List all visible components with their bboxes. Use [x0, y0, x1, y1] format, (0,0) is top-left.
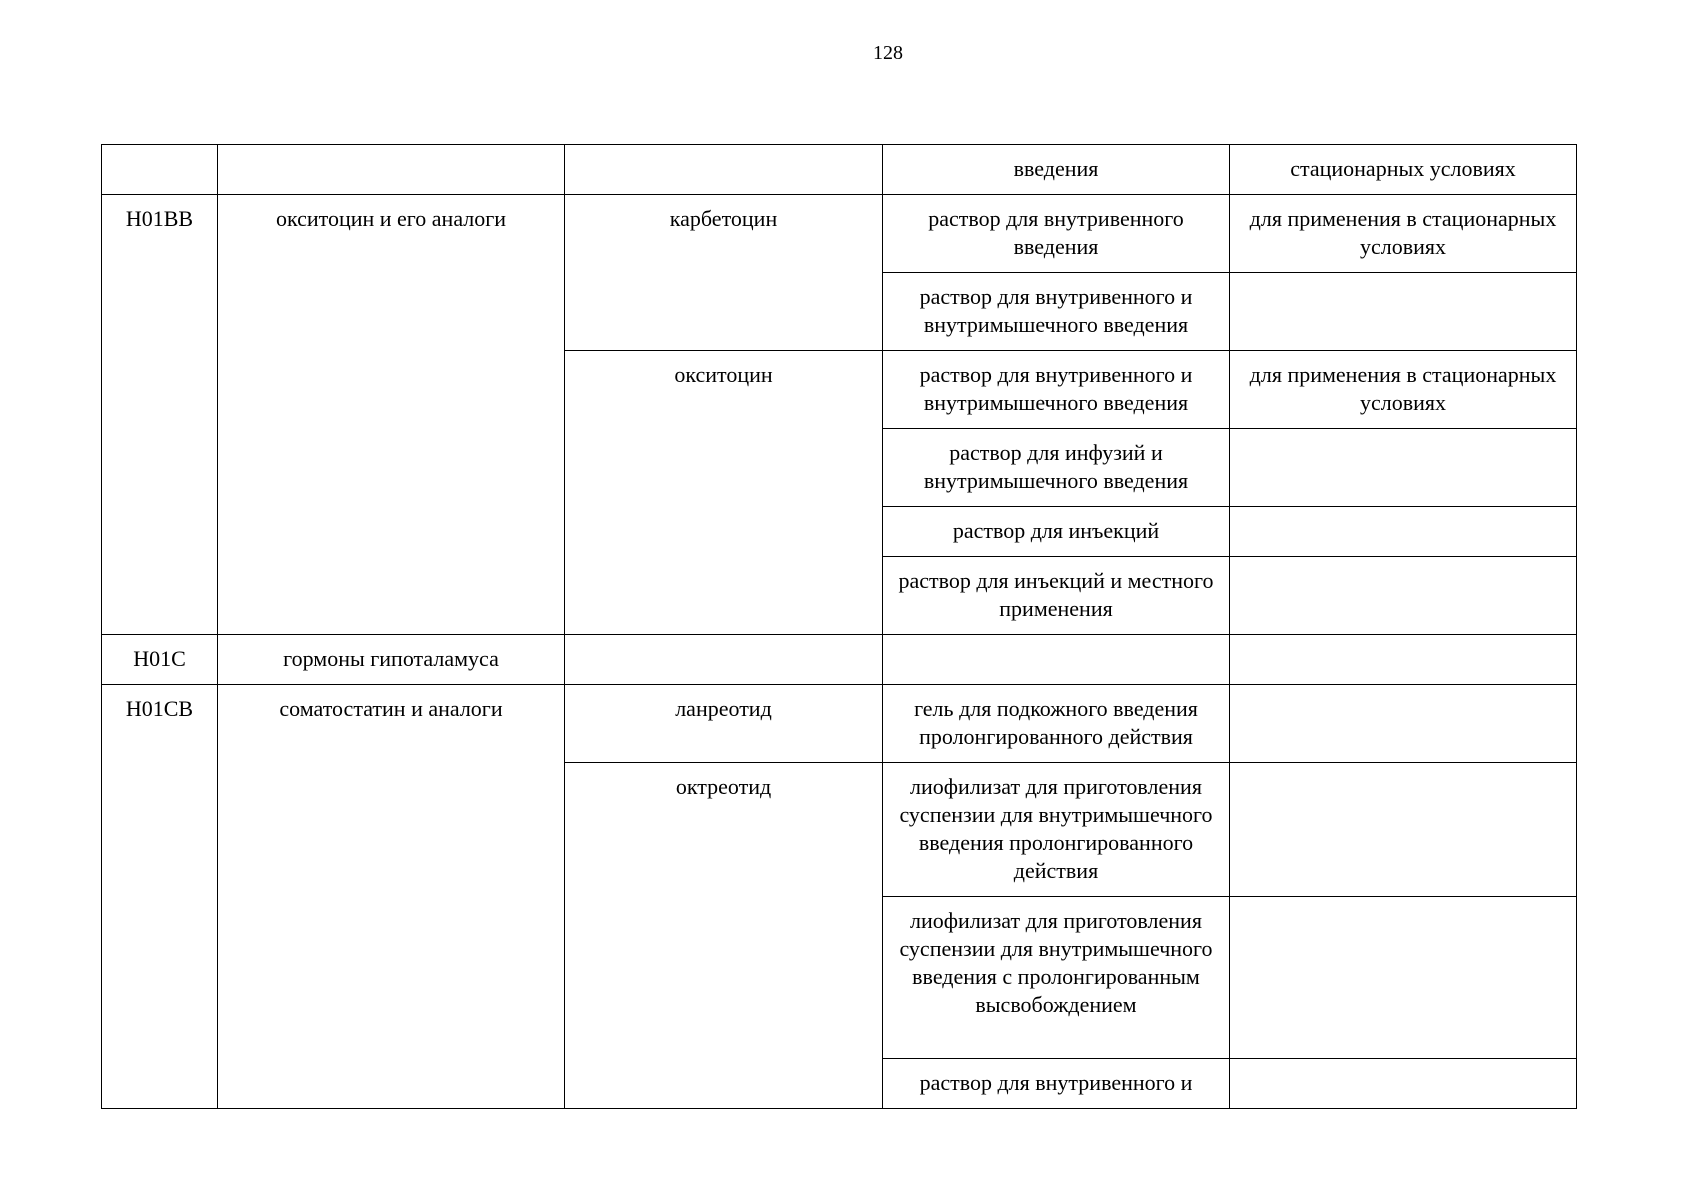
drug-cell: ланреотид [565, 685, 883, 763]
note-cell [1230, 763, 1577, 897]
drug-cell [565, 635, 883, 685]
atc-code-cell: H01C [102, 635, 218, 685]
table-row [102, 145, 1577, 195]
dosage-form-cell: раствор для инъекций [883, 507, 1230, 557]
note-cell: для применения в стационарных условиях [1230, 351, 1577, 429]
dosage-form-cell: раствор для внутривенного и [883, 1059, 1230, 1109]
dosage-form-cell: лиофилизат для приготовления суспензии для внутримышечного введения с пролонгированным высвобождением [883, 897, 1230, 1059]
group-cell: гормоны гипоталамуса [218, 635, 565, 685]
drug-cell [565, 145, 883, 195]
note-cell [1230, 897, 1577, 1059]
note-cell: для применения в стационарных условиях [1230, 195, 1577, 273]
drug-cell: октреотид [565, 763, 883, 1109]
drug-cell: карбетоцин [565, 195, 883, 351]
dosage-form-cell: раствор для внутривенного и внутримышечного введения [883, 273, 1230, 351]
group-cell [218, 145, 565, 195]
dosage-form-cell: раствор для внутривенного и внутримышечного введения [883, 351, 1230, 429]
dosage-form-cell: гель для подкожного введения пролонгированного действия [883, 685, 1230, 763]
note-cell: стационарных условиях [1230, 145, 1577, 195]
dosage-form-cell: раствор для инъекций и местного применения [883, 557, 1230, 635]
dosage-form-cell: введения [883, 145, 1230, 195]
note-cell [1230, 273, 1577, 351]
dosage-form-cell: раствор для инфузий и внутримышечного введения [883, 429, 1230, 507]
atc-code-cell [102, 145, 218, 195]
drug-cell: окситоцин [565, 351, 883, 635]
group-cell: соматостатин и аналоги [218, 685, 565, 1109]
drug-table [101, 144, 1577, 1109]
note-cell [1230, 507, 1577, 557]
dosage-form-cell [883, 635, 1230, 685]
atc-code-cell: H01CB [102, 685, 218, 1109]
group-cell: окситоцин и его аналоги [218, 195, 565, 635]
note-cell [1230, 1059, 1577, 1109]
page-number: 128 [873, 42, 903, 64]
atc-code-cell: H01BB [102, 195, 218, 635]
table-row [102, 685, 1577, 763]
note-cell [1230, 429, 1577, 507]
note-cell [1230, 635, 1577, 685]
dosage-form-cell: раствор для внутривенного введения [883, 195, 1230, 273]
dosage-form-cell: лиофилизат для приготовления суспензии для внутримышечного введения пролонгированного действия [883, 763, 1230, 897]
table-row [102, 195, 1577, 273]
note-cell [1230, 557, 1577, 635]
note-cell [1230, 685, 1577, 763]
table-row [102, 635, 1577, 685]
